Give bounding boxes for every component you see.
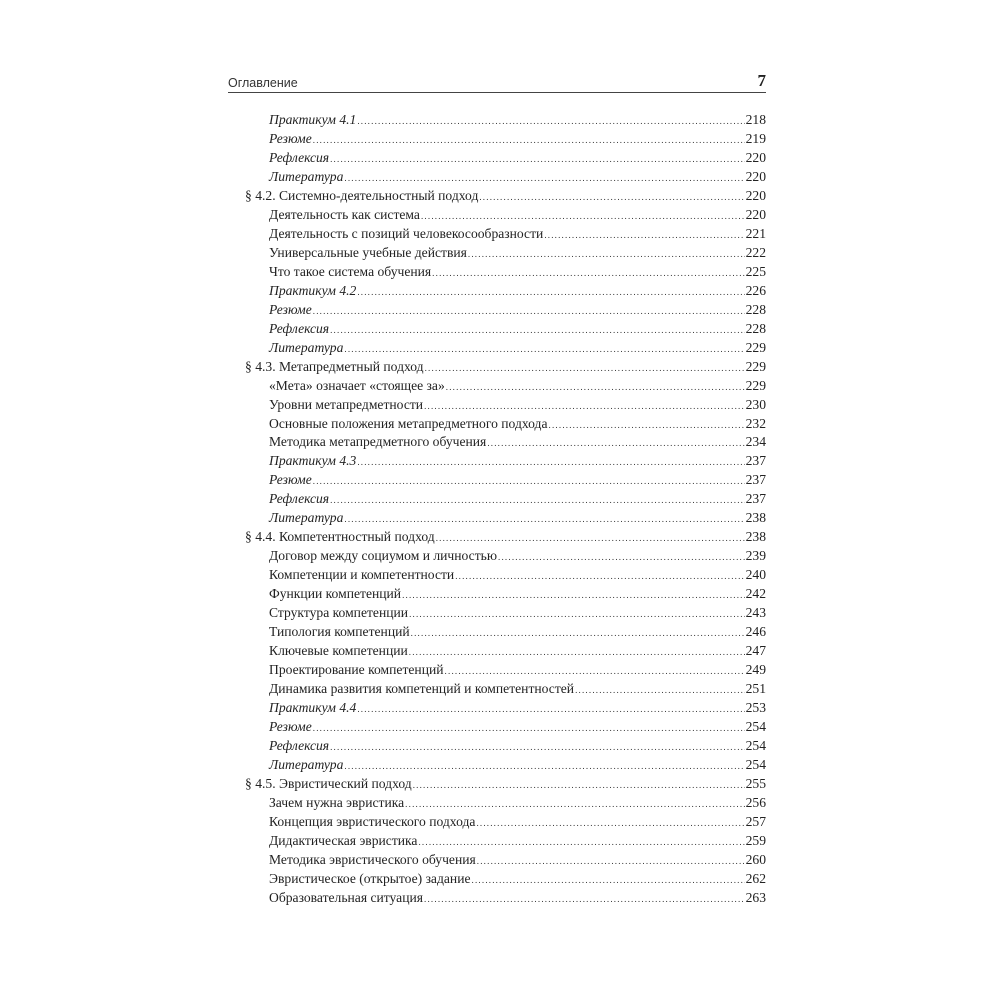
toc-entry-page: 220 [745,149,766,165]
toc-entry-label: Деятельность как система [269,206,420,222]
toc-entry-label: Динамика развития компетенций и компетентностей [269,681,575,697]
toc-entry [245,471,766,490]
toc-entry-label: § 4.3. Метапредметный подход [245,358,424,374]
toc-entry-label: Дидактическая эвристика [269,832,418,848]
dot-leader [498,548,745,567]
toc-entry [245,547,766,566]
toc-entry [245,642,766,661]
toc-entry-label: Методика эвристического обучения [269,851,476,867]
toc-entry-label: Деятельность с позиций человекосообразности [269,225,544,241]
toc-entry-label: Типология компетенций [269,624,410,640]
toc-entry-label: Практикум 4.2 [269,282,357,298]
toc-entry-page: 243 [745,605,766,621]
toc-entry-label: Что такое система обучения [269,263,432,279]
toc-entry-page: 237 [745,472,766,488]
page-number: 7 [757,71,766,90]
toc-entry-label: Компетенции и компетентности [269,567,455,583]
toc-entry-page: 260 [745,851,766,867]
toc-entry-label: Практикум 4.1 [269,112,357,127]
toc-entry [245,889,766,908]
toc-entry-page: 239 [745,548,766,564]
dot-leader [357,453,744,472]
toc-entry [245,737,766,756]
toc-entry [245,282,766,301]
toc-entry-page: 221 [745,225,766,241]
toc-entry [245,661,766,680]
toc-entry [245,566,766,585]
dot-leader [313,472,745,491]
toc-entry-label: Универсальные учебные действия [269,244,467,260]
dot-leader [330,738,745,757]
toc-entry-label: Резюме [269,719,312,734]
toc-entry [245,509,766,528]
toc-entry [245,149,766,168]
toc-entry [245,623,766,642]
dot-leader [424,397,745,416]
dot-leader [313,719,745,738]
toc-entry-page: 254 [745,719,766,734]
toc-entry-page: 240 [745,567,766,583]
dot-leader [446,378,745,397]
toc-entry [245,813,766,832]
toc-entry [245,225,766,244]
dot-leader [468,245,745,264]
toc-entry-page: 237 [745,453,766,469]
toc-entry-label: Концепция эвристического подхода [269,813,476,829]
toc-entry [245,433,766,452]
toc-entry-page: 232 [745,415,766,431]
toc-entry [245,870,766,889]
toc-entry-label: Образовательная ситуация [269,889,424,905]
toc-entry [245,244,766,263]
toc-entry-label: § 4.4. Компетентностный подход [245,529,435,545]
toc-entry-page: 229 [745,377,766,393]
toc-entry [245,396,766,415]
dot-leader [575,681,745,700]
dot-leader [409,605,745,624]
toc-entry-page: 242 [745,586,766,602]
toc-entry-label: Проектирование компетенций [269,662,444,678]
dot-leader [357,700,744,719]
toc-entry-label: Рефлексия [269,149,330,165]
dot-leader [313,131,745,150]
toc-entry-label: Резюме [269,301,312,317]
toc-entry-label: «Мета» означает «стоящее за» [269,377,445,393]
dot-leader [330,150,745,169]
toc-entry [245,377,766,396]
toc-entry-label: Основные положения метапредметного подхода [269,415,548,431]
toc-entry [245,206,766,225]
toc-entry-page: 222 [745,244,766,260]
toc-entry-label: Литература [269,168,344,184]
toc-entry-page: 254 [745,737,766,753]
dot-leader [445,662,745,681]
toc-entry [245,301,766,320]
toc-entry-page: 230 [745,396,766,412]
toc-entry-page: 256 [745,794,766,810]
dot-leader [330,491,745,510]
toc-entry-label: Ключевые компетенции [269,643,408,659]
dot-leader [411,624,745,643]
toc-entry-label: Функции компетенций [269,586,402,602]
toc-entry-label: Литература [269,756,344,772]
toc-entry-page: 257 [745,813,766,829]
toc-entry-page: 228 [745,320,766,336]
dot-leader [477,852,745,871]
toc-entry-page: 254 [745,756,766,772]
toc-entry-page: 237 [745,491,766,507]
dot-leader [413,776,745,795]
toc-section-entry [245,187,766,206]
toc-entry [245,832,766,851]
toc-section-entry [245,775,766,794]
running-header [228,70,766,93]
dot-leader [544,226,744,245]
toc-entry-label: Литература [269,510,344,526]
toc-entry-page: 249 [745,662,766,678]
dot-leader [472,871,745,890]
toc-entry [245,263,766,282]
toc-entry-page: 220 [745,168,766,184]
toc-entry-page: 228 [745,301,766,317]
toc-entry-label: Практикум 4.3 [269,453,357,469]
dot-leader [344,757,744,776]
toc-entry [245,320,766,339]
toc-entry [245,851,766,870]
dot-leader [432,264,744,283]
dot-leader [344,169,744,188]
dot-leader [424,890,745,909]
toc-entry-label: Практикум 4.4 [269,700,357,716]
toc-entry [245,490,766,509]
toc-entry-page: 255 [745,775,766,791]
toc-entry-page: 234 [745,434,766,450]
toc-entry [245,415,766,434]
toc-entry-label: § 4.2. Системно-деятельностный подход [245,187,479,203]
dot-leader [479,188,744,207]
toc-entry-label: Резюме [269,472,312,488]
toc-entry [245,699,766,718]
dot-leader [344,340,744,359]
running-header-title: Оглавление [228,76,298,90]
toc-entry [245,718,766,737]
toc-entry-page: 218 [745,112,766,127]
toc-entry [245,680,766,699]
toc-entry-label: Эвристическое (открытое) задание [269,870,471,886]
toc-entry-label: Рефлексия [269,320,330,336]
toc-entry-label: § 4.5. Эвристический подход [245,775,412,791]
dot-leader [344,510,744,529]
toc-entry [245,452,766,471]
toc-entry-page: 226 [745,282,766,298]
toc-section-entry [245,358,766,377]
toc-entry-page: 229 [745,358,766,374]
toc-entry-page: 247 [745,643,766,659]
toc-entry-label: Литература [269,339,344,355]
toc-entry [245,168,766,187]
toc-entry [245,794,766,813]
toc-entry-page: 238 [745,510,766,526]
toc-entry-page: 259 [745,832,766,848]
toc-entry-page: 220 [745,187,766,203]
toc-entry-label: Методика метапредметного обучения [269,434,487,450]
dot-leader [357,112,744,131]
dot-leader [455,567,744,586]
dot-leader [421,207,745,226]
dot-leader [418,833,744,852]
toc-entry-label: Рефлексия [269,491,330,507]
dot-leader [313,302,745,321]
dot-leader [549,416,745,435]
toc-entry-label: Зачем нужна эвристика [269,794,405,810]
toc-entry-label: Уровни метапредметности [269,396,424,412]
toc-entry-page: 251 [745,681,766,697]
dot-leader [487,434,744,453]
toc-entry [245,339,766,358]
toc-entry-label: Резюме [269,130,312,146]
toc-entry-page: 262 [745,870,766,886]
toc-entry-page: 238 [745,529,766,545]
toc-entry [245,111,766,130]
table-of-contents [245,111,766,908]
toc-entry-page: 219 [745,130,766,146]
toc-entry [245,604,766,623]
dot-leader [330,321,745,340]
toc-entry-page: 225 [745,263,766,279]
toc-entry-page: 220 [745,206,766,222]
dot-leader [436,529,745,548]
toc-entry-label: Структура компетенции [269,605,409,621]
dot-leader [405,795,744,814]
toc-entry-label: Рефлексия [269,737,330,753]
toc-entry-page: 253 [745,700,766,716]
toc-entry [245,756,766,775]
dot-leader [357,283,744,302]
toc-entry [245,130,766,149]
toc-entry [245,585,766,604]
toc-section-entry [245,528,766,547]
dot-leader [402,586,745,605]
dot-leader [425,359,745,378]
toc-entry-page: 263 [745,889,766,905]
toc-entry-page: 246 [745,624,766,640]
toc-entry-page: 229 [745,339,766,355]
toc-entry-label: Договор между социумом и личностью [269,548,498,564]
dot-leader [476,814,744,833]
dot-leader [409,643,745,662]
